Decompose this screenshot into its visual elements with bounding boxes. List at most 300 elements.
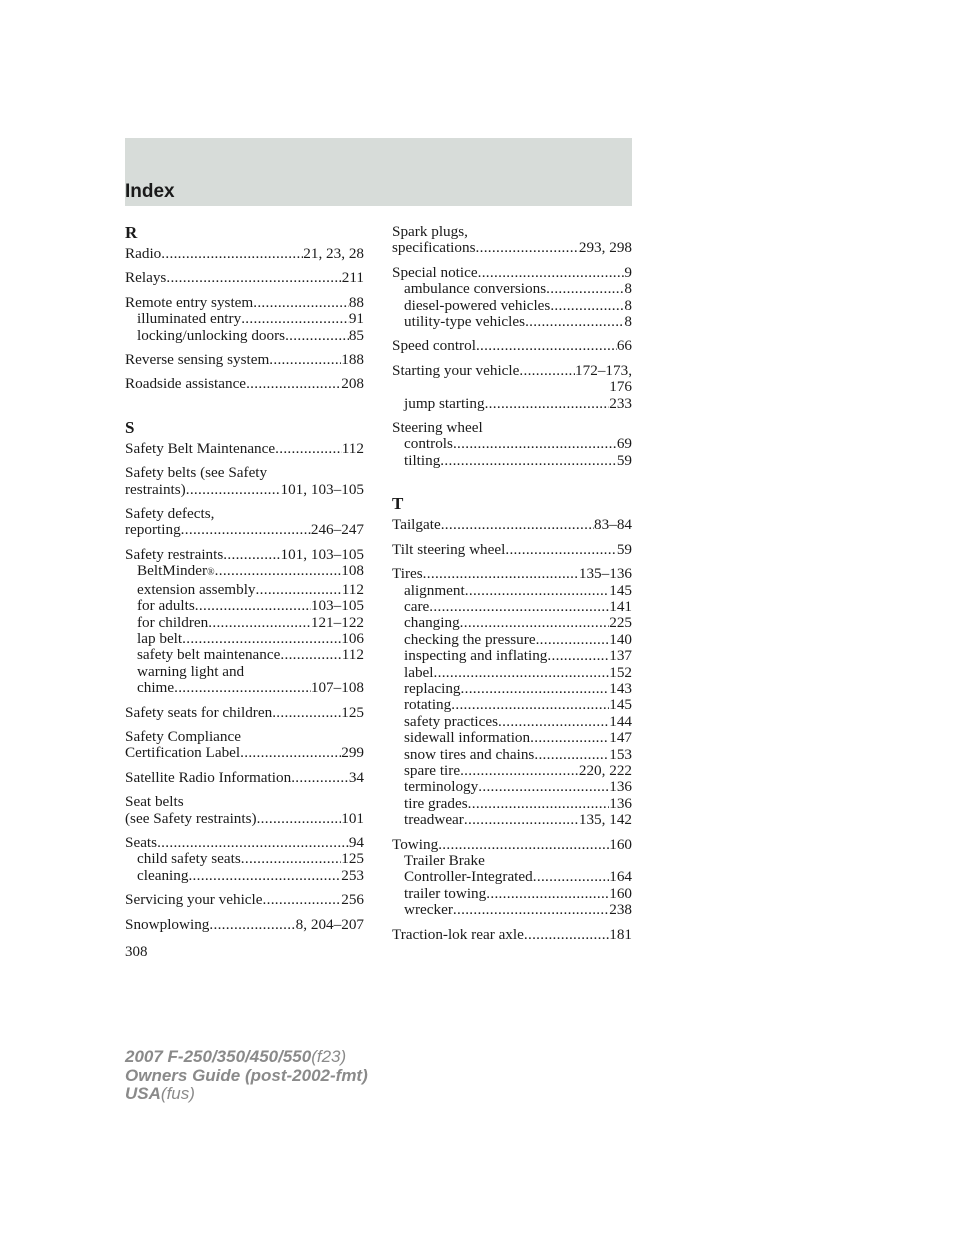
- index-subterm: [392, 599, 632, 615]
- index-term: [392, 265, 632, 281]
- page-ref: 8, 204–207: [295, 915, 364, 933]
- term-text: Remote entry system: [125, 293, 254, 311]
- leader-dots: [453, 436, 617, 452]
- index-term: [392, 224, 632, 240]
- index-subterm: [392, 379, 632, 395]
- leader-dots: [182, 631, 341, 647]
- index-entry: [125, 917, 364, 933]
- index-subterm: [125, 328, 364, 344]
- leader-dots: [188, 868, 341, 884]
- index-entry: [125, 441, 364, 457]
- index-subterm: [125, 811, 364, 827]
- page-ref: 66: [616, 337, 632, 355]
- leader-dots: [209, 917, 295, 933]
- page-ref: 83–84: [594, 516, 632, 534]
- leader-dots: [253, 295, 349, 311]
- footer-imprint: [125, 1048, 368, 1104]
- page-ref: 220, 222: [578, 761, 632, 779]
- term-text: Steering wheel: [392, 419, 483, 437]
- term-text: inspecting and inflating: [404, 647, 548, 665]
- leader-dots: [476, 338, 617, 354]
- page-ref: 160: [609, 835, 632, 853]
- index-subterm: [125, 664, 364, 680]
- index-term: [125, 246, 364, 262]
- leader-dots: [186, 482, 281, 498]
- leader-dots: [280, 647, 341, 663]
- term-text: checking the pressure: [404, 630, 536, 648]
- page-ref: 137: [609, 647, 632, 665]
- index-subterm: [125, 868, 364, 884]
- index-entry: [392, 517, 632, 533]
- index-entry: [125, 270, 364, 286]
- page-ref: 238: [609, 901, 632, 919]
- term-text: illuminated entry: [137, 310, 242, 328]
- leader-dots: [291, 770, 349, 786]
- term-text: Trailer Brake: [404, 852, 485, 869]
- leader-dots: [263, 892, 342, 908]
- leader-dots: [256, 582, 342, 598]
- index-subterm: [125, 851, 364, 867]
- term-text: Safety belts (see Safety: [125, 464, 268, 482]
- index-subterm: [392, 314, 632, 330]
- term-text: cleaning: [137, 866, 189, 884]
- index-entry: [125, 794, 364, 827]
- page-ref: 8: [624, 296, 632, 314]
- index-entry: [392, 420, 632, 469]
- index-entry: [125, 705, 364, 721]
- term-text: wrecker: [404, 901, 453, 919]
- leader-dots: [438, 837, 609, 853]
- index-subterm: [392, 298, 632, 314]
- leader-dots: [275, 441, 342, 457]
- term-text: Tailgate: [392, 516, 441, 534]
- index-subterm: [392, 697, 632, 713]
- term-text: Speed control: [392, 337, 476, 355]
- term-text: restraints): [125, 480, 186, 498]
- term-text: Special notice: [392, 263, 478, 281]
- index-subterm: [392, 747, 632, 763]
- term-text: for adults: [137, 597, 195, 615]
- leader-dots: [485, 396, 610, 412]
- index-subterm: [392, 886, 632, 902]
- index-entry: [125, 465, 364, 498]
- index-entry: [125, 295, 364, 344]
- registered-mark: ®: [207, 567, 215, 579]
- entries-r: [125, 246, 364, 393]
- index-term: [125, 835, 364, 851]
- leader-dots: [241, 311, 349, 327]
- index-column-right: [392, 224, 632, 951]
- index-subterm: [125, 598, 364, 614]
- index-subterm: [392, 583, 632, 599]
- leader-dots: [461, 681, 610, 697]
- index-entry: [125, 376, 364, 392]
- index-entry: [392, 566, 632, 829]
- index-subterm: [125, 647, 364, 663]
- leader-dots: [478, 265, 625, 281]
- index-term: [392, 542, 632, 558]
- leader-dots: [285, 328, 349, 344]
- footer-guide: Owners Guide (post-2002-fmt): [125, 1065, 368, 1085]
- index-subterm: [125, 615, 364, 631]
- index-term: [392, 927, 632, 943]
- index-subterm: [125, 563, 364, 581]
- index-subterm: [392, 453, 632, 469]
- index-subterm: [392, 796, 632, 812]
- index-column-left: [125, 224, 364, 941]
- index-subterm: [392, 632, 632, 648]
- page-ref: 299: [341, 744, 364, 762]
- leader-dots: [505, 542, 616, 558]
- index-term: [392, 566, 632, 582]
- index-subterm: [392, 436, 632, 452]
- term-text: Safety Compliance: [125, 727, 241, 745]
- page-ref: 153: [609, 745, 632, 763]
- page-ref: 103–105: [310, 597, 364, 615]
- term-text: ambulance conversions: [404, 280, 547, 298]
- page-ref: 141: [609, 597, 632, 615]
- index-subterm: [392, 648, 632, 664]
- leader-dots: [246, 376, 341, 392]
- footer-market-code: (fus): [160, 1084, 195, 1103]
- page-ref: 211: [341, 269, 364, 287]
- term-text: warning light and: [137, 662, 245, 680]
- page-ref: 125: [341, 703, 364, 721]
- term-text: Controller-Integrated: [404, 868, 533, 886]
- term-text: specifications: [392, 239, 476, 257]
- term-text: changing: [404, 614, 460, 632]
- term-text: child safety seats: [137, 850, 241, 868]
- index-entry: [125, 729, 364, 762]
- index-entry: [392, 224, 632, 257]
- term-text: alignment: [404, 581, 465, 599]
- page-ref: 145: [609, 581, 632, 599]
- page-ref: 91: [348, 310, 364, 328]
- index-subterm: [125, 311, 364, 327]
- leader-dots: [208, 615, 311, 631]
- term-text: Traction-lok rear axle: [392, 925, 524, 943]
- page-number: 308: [125, 944, 148, 960]
- leader-dots: [465, 583, 609, 599]
- page-ref: 253: [341, 866, 364, 884]
- term-text: Safety defects,: [125, 505, 215, 523]
- leader-dots: [519, 363, 575, 379]
- page-ref: 101, 103–105: [280, 545, 364, 563]
- index-term: [392, 517, 632, 533]
- index-subterm: [392, 240, 632, 256]
- term-text: trailer towing: [404, 884, 487, 902]
- term-text: Relays: [125, 269, 167, 287]
- entries-s-continued: [392, 224, 632, 469]
- page-ref: 107–108: [310, 679, 364, 697]
- term-text: (see Safety restraints): [125, 809, 257, 827]
- page-ref: 143: [609, 679, 632, 697]
- leader-dots: [460, 763, 579, 779]
- term-text: BeltMinder: [137, 562, 208, 580]
- index-subterm: [392, 665, 632, 681]
- entries-s: [125, 441, 364, 933]
- term-text: diesel-powered vehicles: [404, 296, 551, 314]
- index-subterm: [392, 714, 632, 730]
- index-entry: [392, 265, 632, 331]
- page-ref: 208: [341, 375, 364, 393]
- page-ref: 152: [609, 663, 632, 681]
- term-text: Satellite Radio Information: [125, 768, 292, 786]
- index-entry: [392, 927, 632, 943]
- index-term: [125, 547, 364, 563]
- page-ref: 147: [609, 729, 632, 747]
- term-text: Servicing your vehicle: [125, 891, 263, 909]
- index-term: [125, 770, 364, 786]
- leader-dots: [257, 811, 342, 827]
- footer-code: (f23): [311, 1047, 347, 1066]
- page-ref: 144: [609, 712, 632, 730]
- index-subterm: [392, 396, 632, 412]
- index-subterm: [392, 779, 632, 795]
- page-ref: 59: [616, 451, 632, 469]
- page-ref: 59: [616, 540, 632, 558]
- term-text: replacing: [404, 679, 461, 697]
- leader-dots: [423, 566, 579, 582]
- footer-model: 2007 F-250/350/450/550: [125, 1047, 312, 1066]
- page-ref: 101: [341, 809, 364, 827]
- index-term: [125, 917, 364, 933]
- page-ref: 140: [609, 630, 632, 648]
- page-ref: 69: [616, 435, 632, 453]
- leader-dots: [460, 615, 610, 631]
- term-text: sidewall information: [404, 729, 531, 747]
- term-text: Spark plugs,: [392, 223, 468, 240]
- index-subterm: [392, 763, 632, 779]
- entries-t: [392, 517, 632, 943]
- index-term: [125, 794, 364, 810]
- page-ref: 8: [624, 313, 632, 331]
- index-subterm: [125, 745, 364, 761]
- page-ref: 136: [609, 794, 632, 812]
- term-text: label: [404, 663, 434, 681]
- term-text: Seats: [125, 833, 158, 851]
- leader-dots: [536, 632, 610, 648]
- index-subterm: [392, 869, 632, 885]
- index-subterm: [392, 730, 632, 746]
- page-ref: 101, 103–105: [280, 480, 364, 498]
- index-entry: [392, 542, 632, 558]
- index-subterm: [125, 631, 364, 647]
- leader-dots: [524, 927, 609, 943]
- index-term: [392, 837, 632, 853]
- page-ref: 188: [341, 351, 364, 369]
- leader-dots: [441, 517, 594, 533]
- page-title: Index: [125, 181, 175, 202]
- index-entry: [392, 338, 632, 354]
- term-text: Seat belts: [125, 793, 184, 811]
- term-text: Tires: [392, 565, 423, 583]
- leader-dots: [476, 240, 579, 256]
- index-entry: [125, 835, 364, 884]
- term-text: Roadside assistance: [125, 375, 247, 393]
- term-text: Safety seats for children: [125, 703, 273, 721]
- index-subterm: [392, 812, 632, 828]
- term-text: Radio: [125, 245, 162, 262]
- page-ref: 121–122: [310, 613, 364, 631]
- term-text: lap belt: [137, 629, 183, 647]
- term-text: reporting: [125, 521, 181, 539]
- leader-dots: [166, 270, 341, 286]
- index-term: [125, 295, 364, 311]
- index-term: [125, 892, 364, 908]
- index-subterm: [125, 482, 364, 498]
- term-text: care: [404, 597, 430, 615]
- term-text: spare tire: [404, 761, 461, 779]
- index-term: [125, 705, 364, 721]
- index-subterm: [392, 853, 632, 869]
- term-text: Tilt steering wheel: [392, 540, 506, 558]
- page-ref: 136: [609, 778, 632, 796]
- page-ref: 181: [609, 925, 632, 943]
- leader-dots: [478, 779, 609, 795]
- page-ref: 164: [609, 868, 632, 886]
- leader-dots: [434, 665, 610, 681]
- leader-dots: [547, 648, 609, 664]
- term-text: Certification Label: [125, 744, 241, 762]
- term-text: extension assembly: [137, 580, 256, 598]
- leader-dots: [429, 599, 609, 615]
- term-text: treadwear: [404, 811, 464, 829]
- leader-dots: [486, 886, 609, 902]
- term-text: snow tires and chains: [404, 745, 535, 763]
- leader-dots: [546, 281, 624, 297]
- leader-dots: [195, 598, 311, 614]
- header-band: [125, 138, 632, 206]
- index-term: [125, 352, 364, 368]
- index-subterm: [125, 582, 364, 598]
- page-ref: 85: [348, 326, 364, 344]
- page-ref: 293, 298: [578, 239, 632, 257]
- index-term: [125, 729, 364, 745]
- leader-dots: [440, 453, 617, 469]
- page-ref: 172–173,: [575, 361, 632, 379]
- leader-dots: [468, 796, 610, 812]
- leader-dots: [157, 835, 349, 851]
- leader-dots: [464, 812, 579, 828]
- leader-dots: [241, 851, 341, 867]
- leader-dots: [498, 714, 609, 730]
- term-text: locking/unlocking doors: [137, 326, 286, 344]
- page-ref: 8: [624, 280, 632, 298]
- term-text: utility-type vehicles: [404, 313, 526, 331]
- index-term: [125, 506, 364, 522]
- index-entry: [125, 770, 364, 786]
- leader-dots: [181, 522, 311, 538]
- leader-dots: [453, 902, 609, 918]
- page-ref: 9: [624, 263, 632, 281]
- leader-dots: [269, 352, 341, 368]
- section-letter-s: S: [125, 417, 135, 437]
- index-entry: [125, 892, 364, 908]
- page-ref: 112: [341, 580, 364, 598]
- section-letter-r: R: [125, 223, 138, 242]
- term-text: Starting your vehicle: [392, 361, 520, 379]
- term-text: chime: [137, 679, 175, 697]
- index-term: [125, 465, 364, 481]
- index-term: [125, 270, 364, 286]
- index-subterm: [392, 615, 632, 631]
- leader-dots: [174, 680, 311, 696]
- index-subterm: [125, 680, 364, 696]
- page-ref: 108: [341, 562, 364, 580]
- index-subterm: [392, 281, 632, 297]
- term-text: Towing: [392, 835, 439, 853]
- index-term: [392, 420, 632, 436]
- index-entry: [125, 246, 364, 262]
- index-entry: [392, 837, 632, 919]
- term-text: for children: [137, 613, 209, 631]
- page-ref: 112: [341, 439, 364, 457]
- index-subterm: [392, 902, 632, 918]
- leader-dots: [272, 705, 341, 721]
- page-ref: 145: [609, 696, 632, 714]
- term-text: terminology: [404, 778, 479, 796]
- leader-dots: [240, 745, 341, 761]
- leader-dots: [161, 246, 303, 262]
- leader-dots: [534, 747, 609, 763]
- page-ref: 34: [348, 768, 364, 786]
- page-ref: 135–136: [578, 565, 632, 583]
- page-ref: 112: [341, 646, 364, 664]
- page-ref: 233: [609, 394, 632, 412]
- term-text: Safety Belt Maintenance: [125, 439, 276, 457]
- term-text: 176: [609, 378, 632, 396]
- index-term: [392, 338, 632, 354]
- term-text: Safety restraints: [125, 545, 224, 563]
- index-subterm: [125, 522, 364, 538]
- leader-dots: [533, 869, 609, 885]
- term-text: Reverse sensing system: [125, 351, 270, 369]
- term-text: safety practices: [404, 712, 499, 730]
- index-subterm: [392, 681, 632, 697]
- term-text: controls: [404, 435, 453, 453]
- leader-dots: [451, 697, 609, 713]
- index-entry: [125, 547, 364, 697]
- term-text: tilting: [404, 451, 441, 469]
- index-entry: [125, 352, 364, 368]
- term-text: jump starting: [404, 394, 485, 412]
- leader-dots: [215, 563, 342, 579]
- leader-dots: [525, 314, 624, 330]
- page-ref: 21, 23, 28: [303, 245, 364, 262]
- footer-market: USA: [125, 1084, 161, 1103]
- section-letter-t: T: [392, 494, 404, 514]
- page-ref: 94: [348, 833, 364, 851]
- index-term: [392, 363, 632, 379]
- page-ref: 160: [609, 884, 632, 902]
- leader-dots: [223, 547, 280, 563]
- page-ref: 256: [341, 891, 364, 909]
- page-ref: 106: [341, 629, 364, 647]
- index-entry: [125, 506, 364, 539]
- term-text: rotating: [404, 696, 452, 714]
- term-text: Snowplowing: [125, 915, 210, 933]
- index-term: [125, 441, 364, 457]
- term-text: tire grades: [404, 794, 468, 812]
- index-entry: [392, 363, 632, 412]
- term-text: safety belt maintenance: [137, 646, 281, 664]
- page-ref: 88: [348, 293, 364, 311]
- index-term: [125, 376, 364, 392]
- page-ref: 225: [609, 614, 632, 632]
- page-ref: 125: [341, 850, 364, 868]
- leader-dots: [550, 298, 624, 314]
